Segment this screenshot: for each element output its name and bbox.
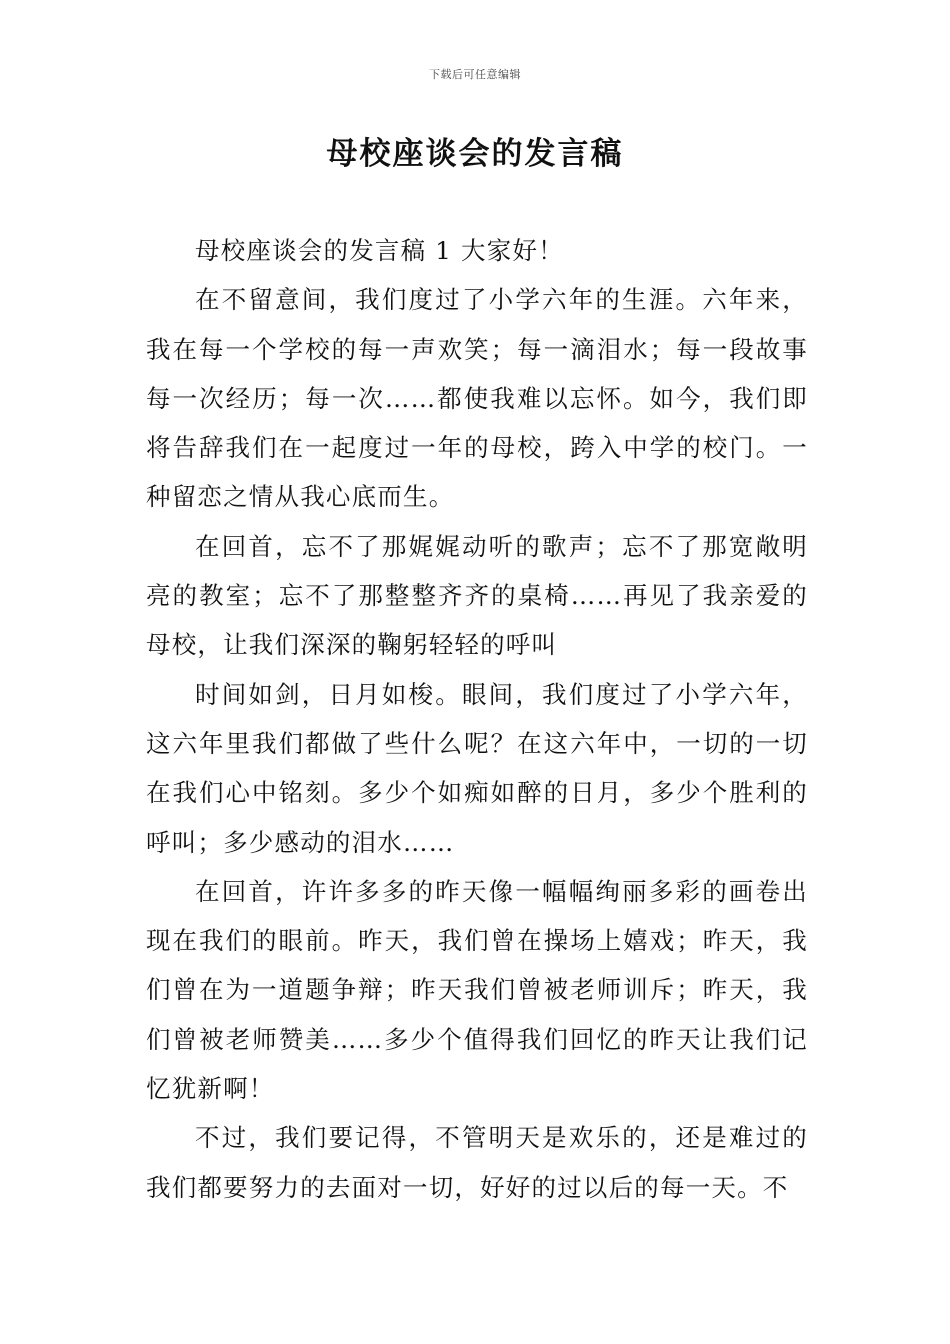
document-title: 母校座谈会的发言稿: [326, 136, 624, 172]
header-note: 下载后可任意编辑: [429, 68, 521, 81]
paragraph: 在回首，忘不了那娓娓动听的歌声；忘不了那宽敞明亮的教室；忘不了那整整齐齐的桌椅……再见了我亲爱的母校，让我们深深的鞠躬轻轻的呼叫: [146, 531, 808, 660]
paragraph: 在回首，许许多多的昨天像一幅幅绚丽多彩的画卷出现在我们的眼前。昨天，我们曾在操场上嬉戏；昨天，我们曾在为一道题争辩；昨天我们曾被老师训斥；昨天，我们曾被老师赞美……多少个值得我们回忆的昨天让我们记忆犹新啊！: [146, 876, 808, 1104]
paragraph: 不过，我们要记得，不管明天是欢乐的，还是难过的我们都要努力的去面对一切，好好的过以后的每一天。不: [146, 1123, 808, 1202]
document-body: [146, 226, 808, 1212]
paragraph: 母校座谈会的发言稿 1 大家好！: [195, 236, 564, 265]
paragraph: 时间如剑，日月如梭。眼间，我们度过了小学六年，这六年里我们都做了些什么呢？在这六年中，一切的一切在我们心中铭刻。多少个如痴如醉的日月，多少个胜利的呼叫；多少感动的泪水……: [146, 679, 808, 857]
paragraph: 在不留意间，我们度过了小学六年的生涯。六年来，我在每一个学校的每一声欢笑；每一滴泪水；每一段故事每一次经历；每一次……都使我难以忘怀。如今，我们即将告辞我们在一起度过一年的母校，跨入中学的校门。一种留恋之情从我心底而生。: [146, 285, 808, 512]
